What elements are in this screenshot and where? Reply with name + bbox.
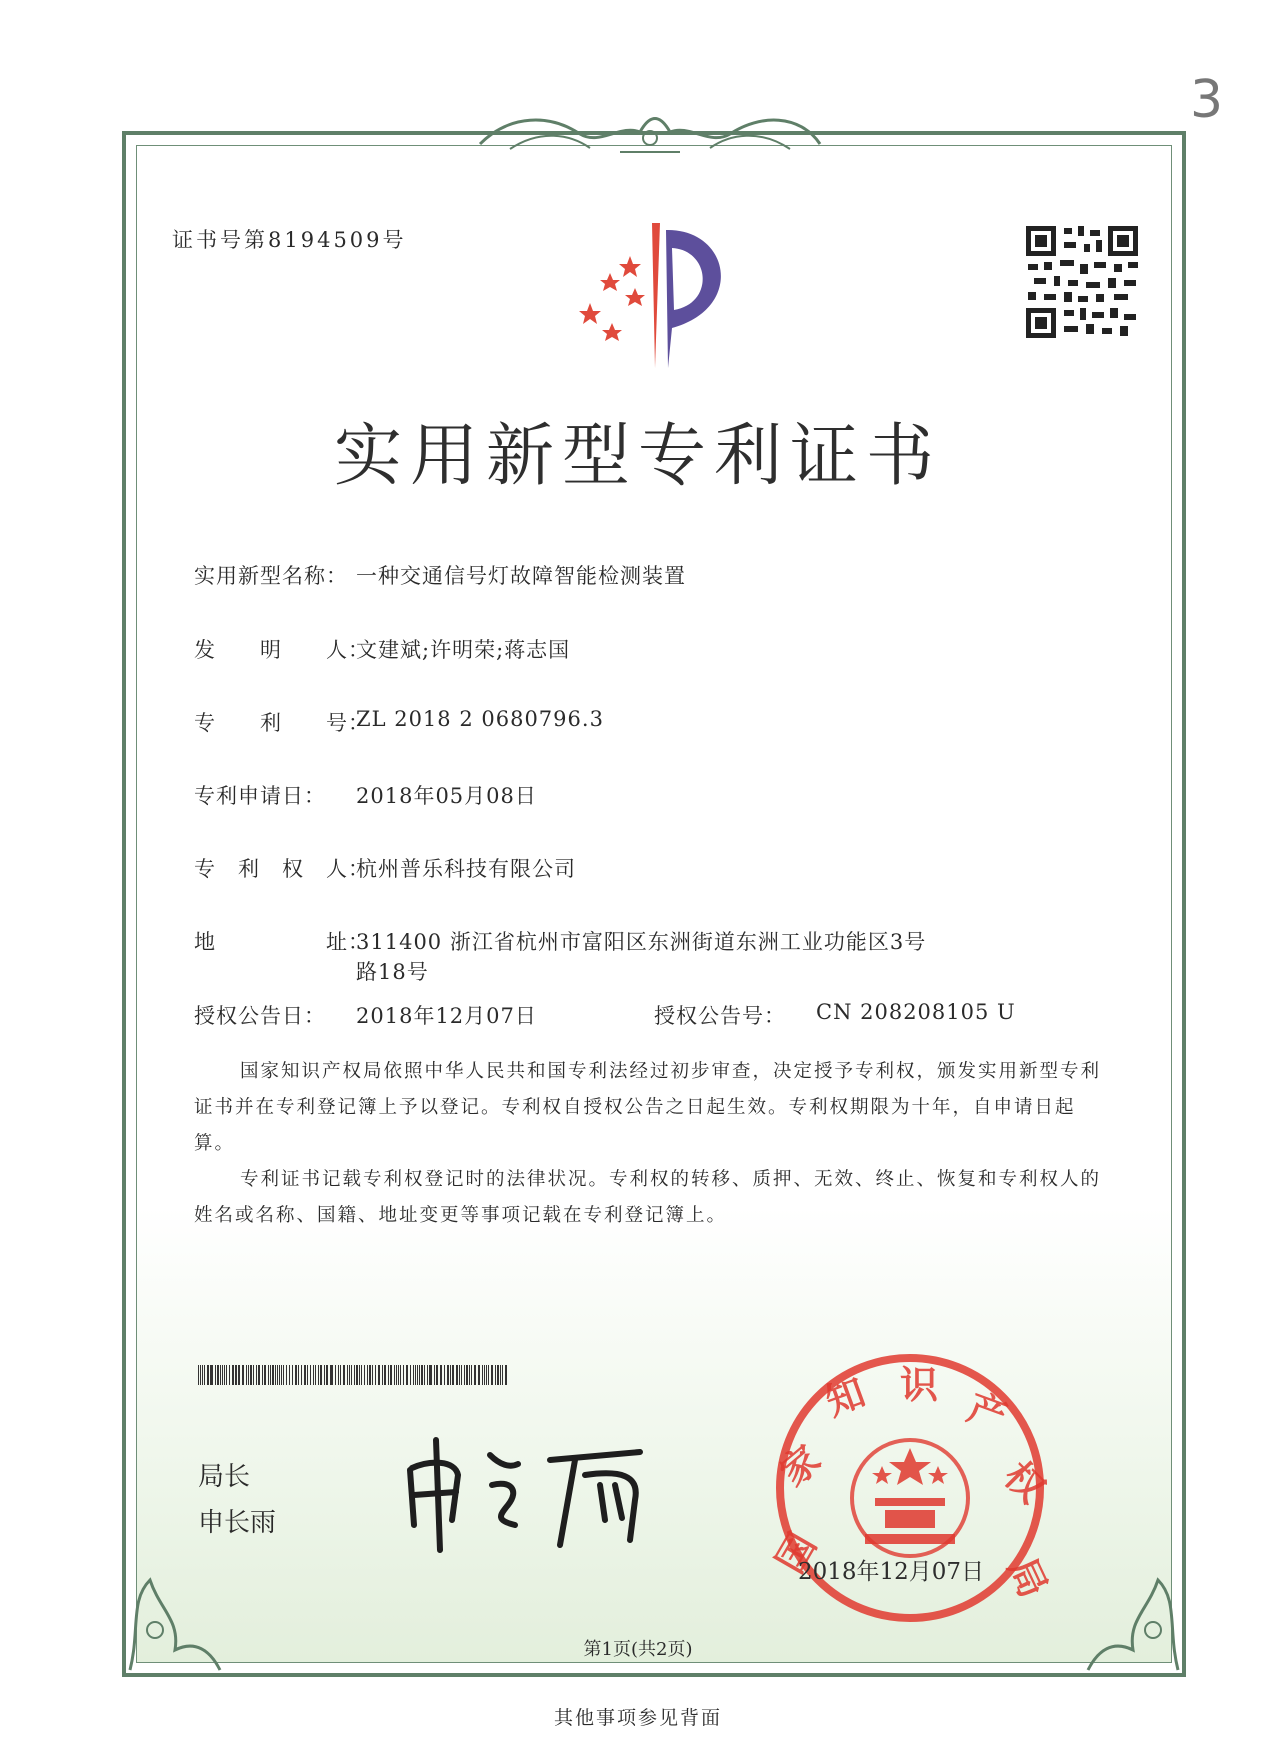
patent-office-logo-icon [560, 218, 750, 378]
legal-text [194, 1054, 1114, 1234]
qr-code-icon [1024, 224, 1140, 340]
bottom-left-ornament-icon [120, 1560, 230, 1680]
top-ornament-icon [470, 104, 830, 164]
svg-text:家: 家 [771, 1436, 829, 1495]
page-number: 第1页(共2页) [583, 1639, 693, 1660]
field-grant-number [654, 1000, 1016, 1030]
field-label: 授权公告号： [654, 1004, 786, 1028]
certificate-number: 证书号第8194509号 [172, 228, 407, 252]
legal-paragraph-1: 国家知识产权局依照中华人民共和国专利法经过初步审查，决定授予专利权，颁发实用新型专利证书并在专利登记簿上予以登记。专利权自授权公告之日起生效。专利权期限为十年，自申请日起算。 [194, 1061, 1102, 1154]
field-patent-number [194, 707, 604, 737]
handwritten-signature-icon [400, 1430, 670, 1560]
field-value: 文建斌;许明荣;蒋志国 [356, 638, 571, 662]
signatory-name: 申长雨 [198, 1508, 277, 1538]
svg-text:国: 国 [767, 1525, 825, 1581]
signatory-title: 局长 [198, 1462, 251, 1492]
svg-text:知: 知 [820, 1370, 871, 1425]
field-label: 发 明 人： [194, 638, 370, 662]
address-line-1: 311400 浙江省杭州市富阳区东洲街道东洲工业功能区3号 [356, 930, 927, 954]
field-label: 实用新型名称： [194, 564, 348, 588]
field-label: 地 址： [194, 930, 370, 954]
svg-text:局: 局 [999, 1551, 1056, 1605]
field-address [194, 926, 926, 986]
field-application-date [194, 780, 537, 810]
field-utility-model-name [194, 560, 686, 590]
field-label: 专 利 权 人： [194, 857, 370, 881]
field-value: 杭州普乐科技有限公司 [356, 857, 576, 881]
legal-paragraph-2: 专利证书记载专利权登记时的法律状况。专利权的转移、质押、无效、终止、恢复和专利权人的姓名或名称、国籍、地址变更等事项记载在专利登记簿上。 [194, 1169, 1102, 1226]
barcode-icon [198, 1365, 508, 1385]
official-seal-icon [767, 1348, 1056, 1628]
field-label: 专 利 号： [194, 711, 370, 735]
field-value: ZL 2018 2 0680796.3 [356, 707, 604, 731]
field-inventors [194, 634, 570, 664]
field-label: 专利申请日： [194, 784, 326, 808]
field-value: 一种交通信号灯故障智能检测装置 [356, 564, 686, 588]
field-value: CN 208208105 U [816, 1000, 1016, 1024]
field-value: 2018年12月07日 [356, 1004, 537, 1028]
seal-date: 2018年12月07日 [798, 1559, 985, 1585]
corner-page-mark: 3 [1190, 70, 1224, 130]
field-grant-date [194, 1000, 537, 1030]
footer-note: 其他事项参见背面 [553, 1707, 722, 1729]
svg-text:权: 权 [995, 1453, 1054, 1512]
field-value: 2018年05月08日 [356, 784, 537, 808]
svg-text:识: 识 [900, 1363, 939, 1407]
certificate-title: 实用新型专利证书 [333, 417, 942, 496]
svg-text:产: 产 [961, 1385, 1013, 1440]
field-patentee [194, 853, 576, 883]
field-label: 授权公告日： [194, 1004, 326, 1028]
field-value [356, 926, 926, 986]
address-line-2: 路18号 [356, 960, 429, 984]
bottom-right-ornament-icon [1078, 1560, 1188, 1680]
